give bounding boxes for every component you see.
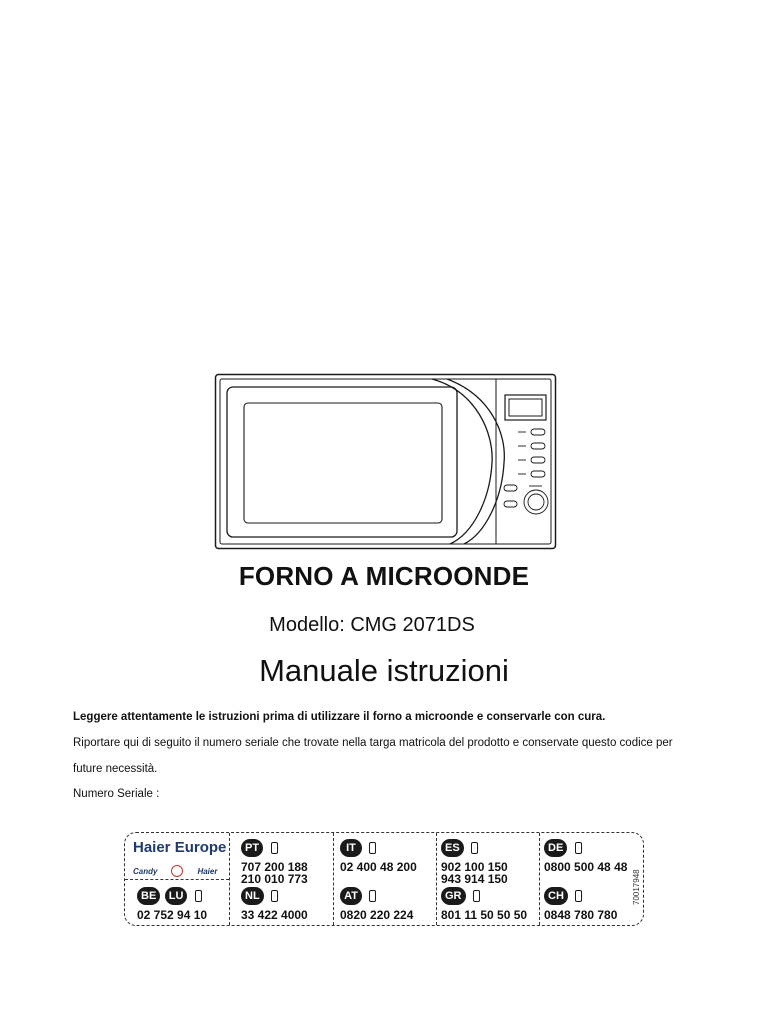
flag-at: AT bbox=[340, 887, 362, 905]
phone-number: 902 100 150 bbox=[441, 860, 508, 875]
haier-europe-logo: Haier Europe bbox=[133, 839, 227, 856]
sub-brand-logos bbox=[133, 865, 217, 877]
contact-be-lu bbox=[137, 887, 207, 921]
phone-number: 02 752 94 10 bbox=[137, 908, 208, 923]
flag-de: DE bbox=[544, 839, 567, 857]
flag-it: IT bbox=[340, 839, 362, 857]
flag-gr: GR bbox=[441, 887, 466, 905]
contact-nl bbox=[241, 887, 308, 921]
contact-pt bbox=[241, 839, 308, 885]
phone-number: 0848 780 780 bbox=[544, 908, 618, 923]
candy-logo: Candy bbox=[133, 866, 158, 876]
flag-be: BE bbox=[137, 887, 160, 905]
contact-es bbox=[441, 839, 508, 885]
flag-es: ES bbox=[441, 839, 464, 857]
model-label: Modello: CMG 2071DS bbox=[269, 614, 475, 636]
flag-pt: PT bbox=[241, 839, 263, 857]
contact-it bbox=[340, 839, 417, 873]
phone-number: 943 914 150 bbox=[441, 872, 508, 887]
phone-icon bbox=[575, 890, 582, 902]
contact-ch bbox=[544, 887, 617, 921]
flag-lu: LU bbox=[165, 887, 188, 905]
phone-icon bbox=[575, 842, 582, 854]
phone-number: 801 11 50 50 50 bbox=[441, 908, 528, 923]
serial-number-label: Numero Seriale : bbox=[73, 788, 160, 800]
flag-nl: NL bbox=[241, 887, 264, 905]
phone-icon bbox=[369, 890, 376, 902]
phone-icon bbox=[271, 890, 278, 902]
service-contacts-box bbox=[124, 832, 644, 926]
phone-number: 707 200 188 bbox=[241, 860, 308, 875]
phone-icon bbox=[471, 842, 478, 854]
contact-at bbox=[340, 887, 413, 921]
serial-instructions-line2: future necessità. bbox=[73, 763, 158, 775]
phone-icon bbox=[271, 842, 278, 854]
microwave-illustration bbox=[214, 373, 558, 551]
manual-title: Manuale istruzioni bbox=[259, 653, 509, 688]
phone-number: 210 010 773 bbox=[241, 872, 308, 887]
document-code: 70017948 bbox=[632, 869, 641, 905]
phone-number: 02 400 48 200 bbox=[340, 860, 417, 875]
product-title: FORNO A MICROONDE bbox=[238, 561, 530, 591]
hoover-logo-icon bbox=[171, 865, 183, 877]
flag-ch: CH bbox=[544, 887, 568, 905]
phone-icon bbox=[195, 890, 202, 902]
serial-instructions-line1: Riportare qui di seguito il numero seriale che trovate nella targa matricola del prodotto e conservate questo codice per bbox=[73, 737, 673, 749]
contact-gr bbox=[441, 887, 527, 921]
contact-de bbox=[544, 839, 627, 873]
warning-text: Leggere attentamente le istruzioni prima di utilizzare il forno a microonde e conservarle con cura. bbox=[73, 711, 606, 723]
phone-number: 33 422 4000 bbox=[241, 908, 308, 923]
phone-icon bbox=[473, 890, 480, 902]
haier-logo: Haier bbox=[197, 866, 218, 876]
phone-number: 0820 220 224 bbox=[340, 908, 414, 923]
phone-number: 0800 500 48 48 bbox=[544, 860, 628, 875]
phone-icon bbox=[369, 842, 376, 854]
